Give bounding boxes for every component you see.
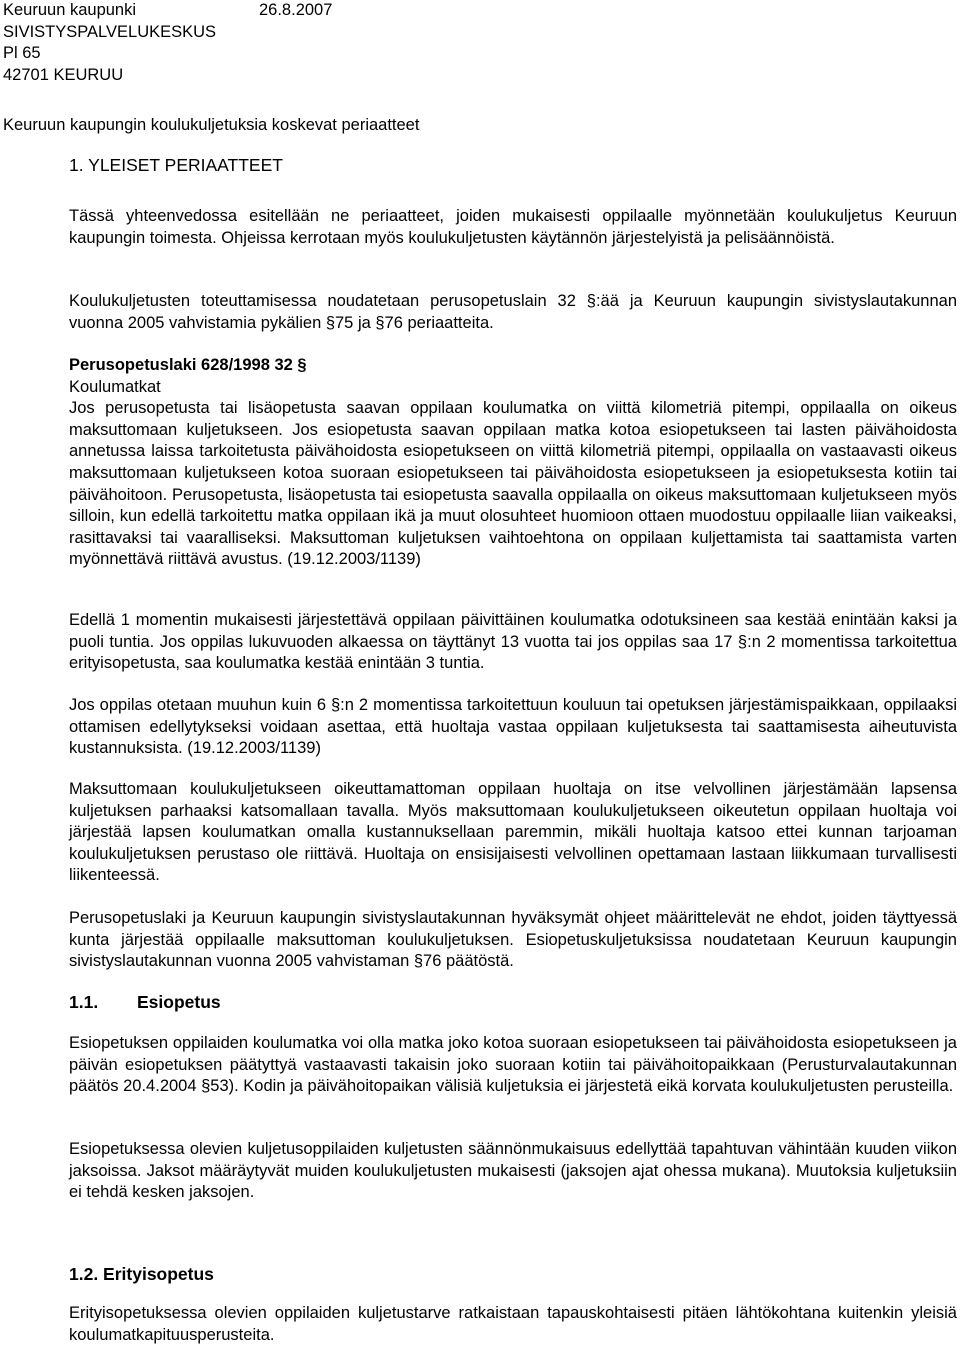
org-po-box: Pl 65	[3, 44, 41, 63]
section-heading-preschool	[69, 992, 221, 1014]
paragraph-text: Maksuttomaan koulukuljetukseen oikeuttamattoman oppilaan huoltaja on itse velvollinen järjestämään lapsensa kuljetuksen parhaaksi katsomallaan tavalla. Myös maksuttomaan koulukuljetukseen oikeutetun oppilaan huoltaja voi järjestää lapsen koulumatkan omalla kustannuksellaan paremmin, mikäli huoltaja katsoo ettei kunnan tarjoaman koulukuljetuksen perustaso ole riittävä. Huoltaja on ensisijaisesti velvollinen opettamaan lastaan liikkumaan turvallisesti liikenteessä.	[69, 780, 957, 885]
paragraph-text: Jos oppilas otetaan muuhun kuin 6 §:n 2 momentissa tarkoitettuun kouluun tai opetuksen järjestämispaikkaan, oppilaaksi ottamisen edellytykseksi voidaan asettaa, että huoltaja vastaa oppilaan kuljetuksesta tai saattamisesta aiheutuvista kustannuksista. (19.12.2003/1139)	[69, 696, 957, 758]
paragraph-text: Perusopetuslaki ja Keuruun kaupungin sivistyslautakunnan hyväksymät ohjeet määrittelevät ne ehdot, joiden täyttyessä kunta järjestää oppilaalle maksuttoman koulukuljetuksen. Esiopetuskuljetuksissa noudatetaan Keuruun kaupungin sivistyslautakunnan vuonna 2005 vahvistaman §76 päätöstä.	[69, 909, 957, 971]
paragraph-text: Edellä 1 momentin mukaisesti järjestettävä oppilaan päivittäinen koulumatka odotuksineen saa kestää enintään kaksi ja puoli tuntia. Jos oppilas lukuvuoden alkaessa on täyttänyt 13 vuotta tai jos oppilas saa 17 §:n 2 momentissa tarkoitettua erityisopetusta, saa koulumatka kestää enintään 3 tuntia.	[69, 611, 957, 673]
law-subheading: Koulumatkat	[69, 377, 161, 396]
paragraph-guardian-duty	[69, 779, 957, 887]
paragraph-text: Tässä yhteenvedossa esitellään ne periaatteet, joiden mukaisesti oppilaalle myönnetään koulukuljetus Keuruun kaupungin toimesta. Ohjeissa kerrotaan myös koulukuljetusten käytännön järjestelyistä ja pelisäännöistä.	[69, 207, 957, 247]
paragraph-preschool-route	[69, 1033, 957, 1098]
org-department: SIVISTYSPALVELUKESKUS	[3, 22, 217, 41]
org-name: Keuruun kaupunki	[3, 1, 137, 19]
paragraph-text: Erityisopetuksessa olevien oppilaiden kuljetustarve ratkaistaan tapauskohtaisesti pitäen lähtökohtana kuitenkin yleisiä koulumatkapituusperusteita.	[69, 1304, 957, 1344]
letterhead	[3, 0, 703, 86]
paragraph-preschool-periods	[69, 1139, 957, 1204]
paragraph-intro	[69, 206, 957, 249]
law-heading: Perusopetuslaki 628/1998 32 §	[69, 356, 307, 374]
section-title: Esiopetus	[137, 992, 221, 1012]
paragraph-special-education	[69, 1303, 957, 1346]
law-text: Jos perusopetusta tai lisäopetusta saavan oppilaan koulumatka on viittä kilometriä pitempi, oppilaalla on oikeus maksuttomaan kuljetukseen. Jos esiopetusta saavan oppilaan matka kotoa esiopetukseen tai lasten päivähoidosta annetussa laissa tarkoitetusta päivähoidosta esiopetukseen on viittä kilometriä pitempi, oppilaalla on vastaavasti oikeus maksuttomaan kuljetukseen kotoa suoraan esiopetukseen tai päivähoidosta esiopetukseen ja esiopetuksesta kotiin tai päivähoitoon. Perusopetusta, lisäopetusta tai esiopetusta saavalla oppilaalla on oikeus maksuttomaan kuljetukseen myös silloin, kun edellä tarkoitettu matka oppilaan ikä ja muut olosuhteet huomioon ottaen muodostuu oppilaalle liian vaikeaksi, rasittavaksi tai vaaralliseksi. Maksuttoman kuljetuksen vaihtoehtona on oppilaan kuljettamista tai saattamista varten myönnettävä riittävä avustus. (19.12.2003/1139)	[69, 399, 957, 569]
paragraph-text: Koulukuljetusten toteuttamisessa noudatetaan perusopetuslain 32 §:ää ja Keuruun kaupungin sivistyslautakunnan vuonna 2005 vahvistamia pykälien §75 ja §76 periaatteita.	[69, 292, 957, 332]
law-excerpt	[69, 355, 957, 571]
paragraph-conditions	[69, 908, 957, 973]
section-number: 1.1.	[69, 992, 99, 1012]
paragraph-other-school	[69, 695, 957, 760]
org-postal-address: 42701 KEURUU	[3, 65, 124, 84]
document-title: Keuruun kaupungin koulukuljetuksia koskevat periaatteet	[3, 116, 420, 134]
paragraph-travel-time	[69, 610, 957, 675]
paragraph-text: Esiopetuksen oppilaiden koulumatka voi olla matka joko kotoa suoraan esiopetukseen tai päivähoidosta esiopetukseen ja päivän esiopetuksen päätyttyä vastaavasti takaisin joko suoraan kotiin tai päivähoitopaikkaan (Perusturvalautakunnan päätös 20.4.2004 §53). Kodin ja päivähoitopaikan välisiä kuljetuksia ei järjestetä eikä korvata koulukuljetusten perusteilla.	[69, 1034, 957, 1096]
document-date: 26.8.2007	[259, 1, 333, 19]
paragraph-text: Esiopetuksessa olevien kuljetusoppilaiden kuljetusten säännönmukaisuus edellyttää tapahtuvan vähintään kuuden viikon jaksoissa. Jaksot määräytyvät muiden koulukuljetusten mukaisesti (jaksojen ajat ohessa mukana). Muutoksia kuljetuksiin ei tehdä kesken jaksojen.	[69, 1140, 957, 1202]
section-heading-special-education: 1.2. Erityisopetus	[69, 1264, 214, 1284]
section-heading-general-principles: 1. YLEISET PERIAATTEET	[69, 155, 283, 175]
paragraph-legal-basis	[69, 291, 957, 334]
